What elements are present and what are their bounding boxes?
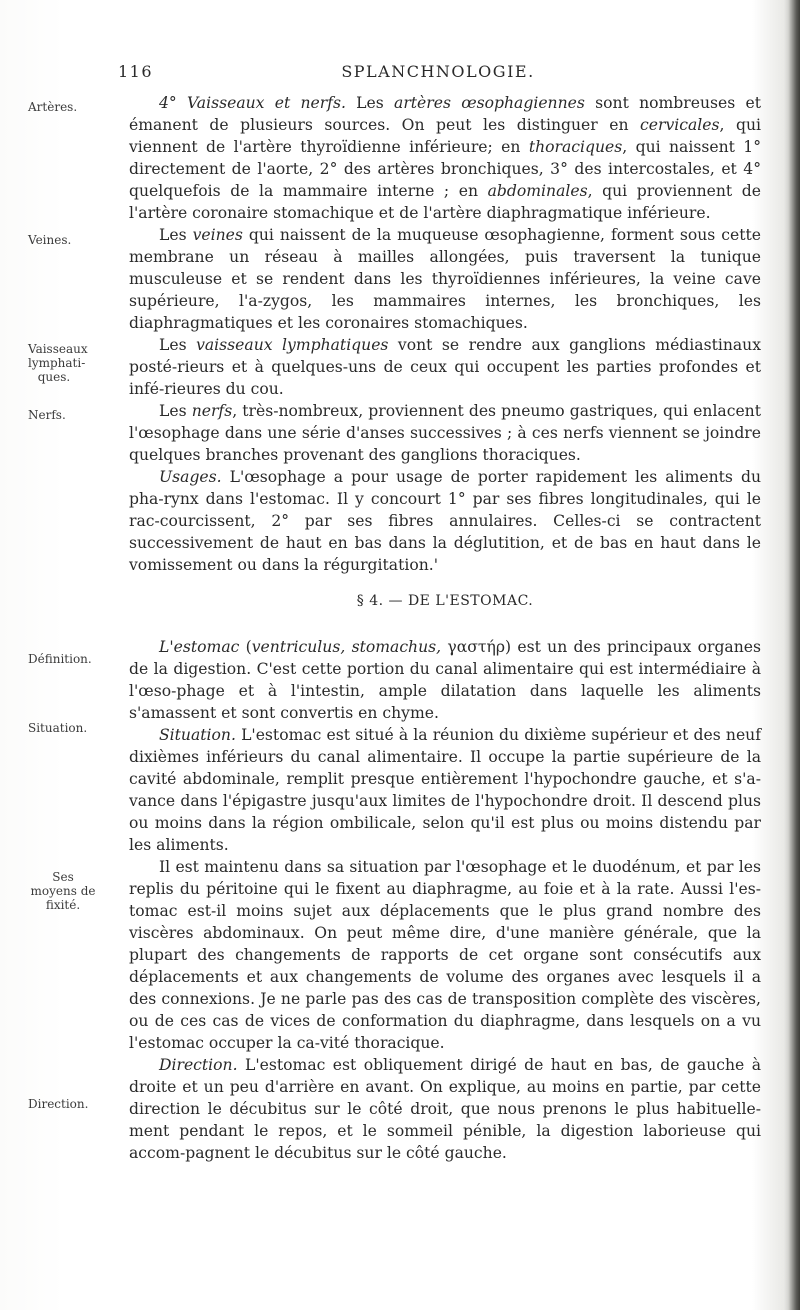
margin-note-veines: Veines. [28, 233, 72, 247]
paragraph-situation [129, 724, 761, 856]
margin-note-definition: Définition. [28, 652, 92, 666]
italic-run: Direction. [159, 1056, 238, 1074]
italic-run: nerfs [191, 402, 233, 420]
italic-run: Usages. [159, 468, 222, 486]
paragraph-vaisseaux [129, 334, 761, 400]
paragraph-veines [129, 224, 761, 334]
paragraph-arteres [129, 92, 761, 224]
text-run: , très-nombreux, proviennent des pneumo gastriques, qui enlacent l'œsophage dans une série d'anses successives ; à ces nerfs viennent se joindre quelques branches provenant des ganglions thoraciques. [129, 402, 761, 464]
margin-note-direction: Direction. [28, 1097, 89, 1111]
italic-run: thoraciques [528, 138, 623, 156]
text-run: Les [159, 226, 193, 244]
text-run: , qui naissent 1° directement de l'aorte, 2° des artères bronchiques, 3° des intercostales, et 4° quelquefois de la mammaire interne ; en [129, 138, 761, 200]
italic-run: Situation. [159, 726, 236, 744]
text-run: sont nombreuses et émanent de plusieurs sources. On peut les distinguer en [129, 94, 761, 134]
text-run: Les [159, 336, 197, 354]
paragraph-definition [129, 636, 761, 724]
running-header [118, 62, 758, 86]
italic-run: abdominales [487, 182, 588, 200]
body-text [129, 92, 761, 1164]
text-run: γαστήρ) est un des principaux organes de la digestion. C'est cette portion du canal alimentaire qui est intermédiaire à l'œso-phage et à l'intestin, ample dilatation dans laquelle les aliments s'amassent et sont convertis en chyme. [129, 638, 762, 722]
text-run: L'estomac est obliquement dirigé de haut en bas, de gauche à droite et un peu d'arrière en avant. On explique, au moins en partie, par cette direction le décubitus sur le côté droit, que nous prenons le plus habituelle-ment pendant le repos, et le sommeil pénible, la digestion laborieuse qui accom-pagnent le décubitus sur le côté gauche. [129, 1056, 761, 1162]
paragraph-moyens-fixite [129, 856, 761, 1054]
text-run: Les [159, 402, 192, 420]
text-run: qui naissent de la muqueuse œsophagienne, forment sous cette membrane un réseau à mailles allongées, puis traversent la tunique musculeuse et se rendent dans les thyroïdiennes inférieures, la veine cave supérieure, l'a-zygos, les mammaires internes, les bronchiques, les diaphragmatiques et les coronaires stomachiques. [129, 226, 762, 332]
text-run: Les [345, 94, 395, 112]
italic-run: ventriculus, stomachus, [251, 638, 442, 656]
heading-vaisseaux-nerfs: 4° Vaisseaux et nerfs. [159, 94, 346, 112]
text-run: vont se rendre aux ganglions médiastinaux posté-rieurs et à quelques-uns de ceux qui occupent les parties profondes et infé-rieures du cou. [129, 336, 761, 398]
margin-note-arteres: Artères. [28, 100, 78, 114]
margin-note-nerfs: Nerfs. [28, 408, 66, 422]
italic-run: L'estomac [159, 638, 240, 656]
italic-run: vaisseaux lymphatiques [196, 336, 389, 354]
italic-run: veines [192, 226, 243, 244]
running-title: SPLANCHNOLOGIE. [341, 62, 535, 81]
text-run: , qui proviennent de l'artère coronaire stomachique et de l'artère diaphragmatique inférieure. [129, 182, 761, 222]
text-run: , qui viennent de l'artère thyroïdienne inférieure; en [129, 116, 761, 156]
text-run: L'estomac est situé à la réunion du dixième supérieur et des neuf dixièmes inférieurs du canal alimentaire. Il occupe la partie supérieure de la cavité abdominale, remplit presque entièrement l'hypochondre gauche, et s'a-vance dans l'épigastre jusqu'aux limites de l'hypochondre droit. Il descend plus ou moins dans la région ombilicale, selon qu'il est plus ou moins distendu par les aliments. [129, 726, 761, 854]
text-run: L'œsophage a pour usage de porter rapidement les aliments du pha-rynx dans l'estomac. Il y concourt 1° par ses fibres longitudinales, qui le rac-courcissent, 2° par ses fibres annulaires. Celles-ci se contractent successivement de haut en bas dans la déglutition, et de bas en haut dans le vomissement ou dans la régurgitation.' [129, 468, 761, 574]
margin-note-vaisseaux: Vaisseaux lymphati-ques. [28, 342, 88, 384]
page-edge-shadow [788, 0, 800, 1310]
margin-note-moyens-fixite: Ses moyens de fixité. [30, 870, 96, 912]
margin-note-situation: Situation. [28, 721, 88, 735]
section-title: § 4. — DE L'ESTOMAC. [356, 593, 534, 609]
paragraph-nerfs [129, 400, 761, 466]
text-run: Il est maintenu dans sa situation par l'œsophage et le duodénum, et par les replis du péritoine qui le fixent au diaphragme, au foie et à la rate. Aussi l'es-tomac est-il moins sujet aux déplacements que le plus grand nombre des viscères abdominaux. On peut même dire, d'une manière générale, que la plupart des changements de rapports de cet organe sont consécutifs aux déplacements et aux changements de volume des organes avec lesquels il a des connexions. Je ne parle pas des cas de transposition complète des viscères, ou de ces cas de vices de conformation du diaphragme, dans lesquels on a vu l'estomac occuper la ca-vité thoracique. [129, 858, 761, 1052]
paragraph-direction [129, 1054, 761, 1164]
italic-run: cervicales [640, 116, 720, 134]
page-number: 116 [118, 62, 154, 81]
text-run: ( [239, 638, 252, 656]
paragraph-usages [129, 466, 761, 576]
italic-run: artères œsophagiennes [394, 94, 585, 112]
